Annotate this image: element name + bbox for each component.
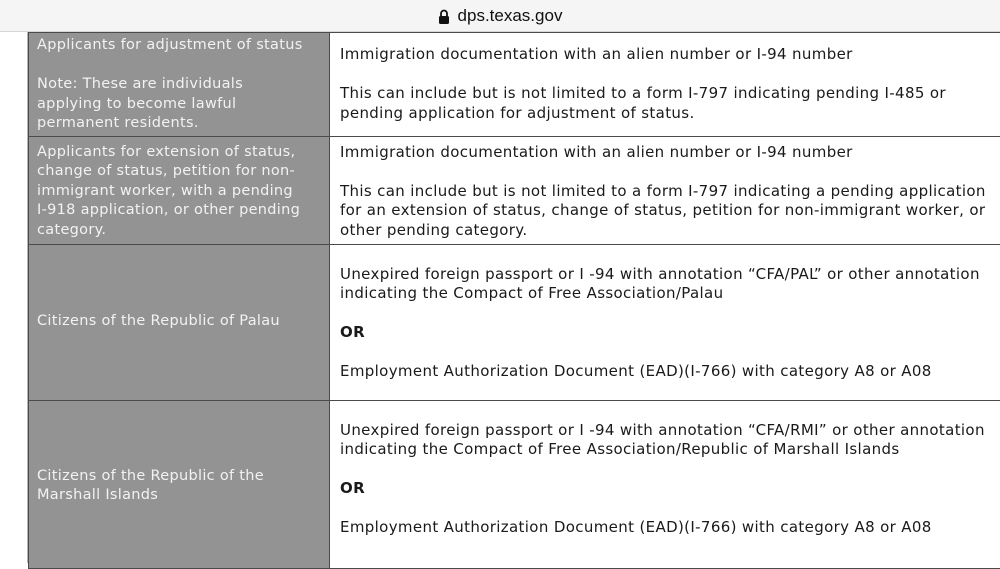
category-text: category. <box>37 221 321 241</box>
document-text: Unexpired foreign passport or I -94 with annotation “CFA/PAL” or other annotation indicating the Compact of Free Association/Palau <box>340 265 992 304</box>
documents-cell <box>330 400 1000 568</box>
category-text: I-918 application, or other pending <box>37 201 321 221</box>
document-requirements-table <box>28 32 1000 569</box>
table-row <box>29 33 1000 137</box>
documents-cell <box>330 33 1000 137</box>
address-bar[interactable] <box>0 0 1000 32</box>
table-row <box>29 244 1000 400</box>
document-text: Unexpired foreign passport or I -94 with annotation “CFA/RMI” or other annotation indicating the Compact of Free Association/Republic of Marshall Islands <box>340 421 992 460</box>
category-cell <box>29 33 330 137</box>
lock-icon <box>438 9 450 25</box>
document-text: This can include but is not limited to a form I-797 indicating a pending application for an extension of status, change of status, petition for non-immigrant worker, or other pending category. <box>340 182 992 241</box>
category-cell <box>29 244 330 400</box>
category-cell <box>29 400 330 568</box>
category-note-line: applying to become lawful <box>37 95 321 115</box>
or-separator: OR <box>340 323 992 343</box>
category-text: Marshall Islands <box>37 486 321 506</box>
category-text: change of status, petition for non- <box>37 162 321 182</box>
document-text: This can include but is not limited to a form I-797 indicating pending I-485 or pending application for adjustment of status. <box>340 84 992 123</box>
document-text: Employment Authorization Document (EAD)(I-766) with category A8 or A08 <box>340 362 992 382</box>
category-text: Citizens of the Republic of the <box>37 467 321 487</box>
category-cell <box>29 136 330 244</box>
document-text: Immigration documentation with an alien number or I-94 number <box>340 143 992 163</box>
table-row <box>29 400 1000 568</box>
category-text: Citizens of the Republic of Palau <box>37 312 321 332</box>
documents-cell <box>330 136 1000 244</box>
category-text: immigrant worker, with a pending <box>37 182 321 202</box>
documents-cell <box>330 244 1000 400</box>
or-separator: OR <box>340 479 992 499</box>
document-text: Employment Authorization Document (EAD)(I-766) with category A8 or A08 <box>340 518 992 538</box>
page-content <box>0 32 1000 563</box>
category-text: Applicants for extension of status, <box>37 143 321 163</box>
table-row <box>29 136 1000 244</box>
category-note-line: permanent residents. <box>37 114 321 134</box>
category-text: Applicants for adjustment of status <box>37 36 321 56</box>
category-note-line: Note: These are individuals <box>37 75 321 95</box>
document-text: Immigration documentation with an alien number or I-94 number <box>340 45 992 65</box>
url-text: dps.texas.gov <box>458 6 563 26</box>
